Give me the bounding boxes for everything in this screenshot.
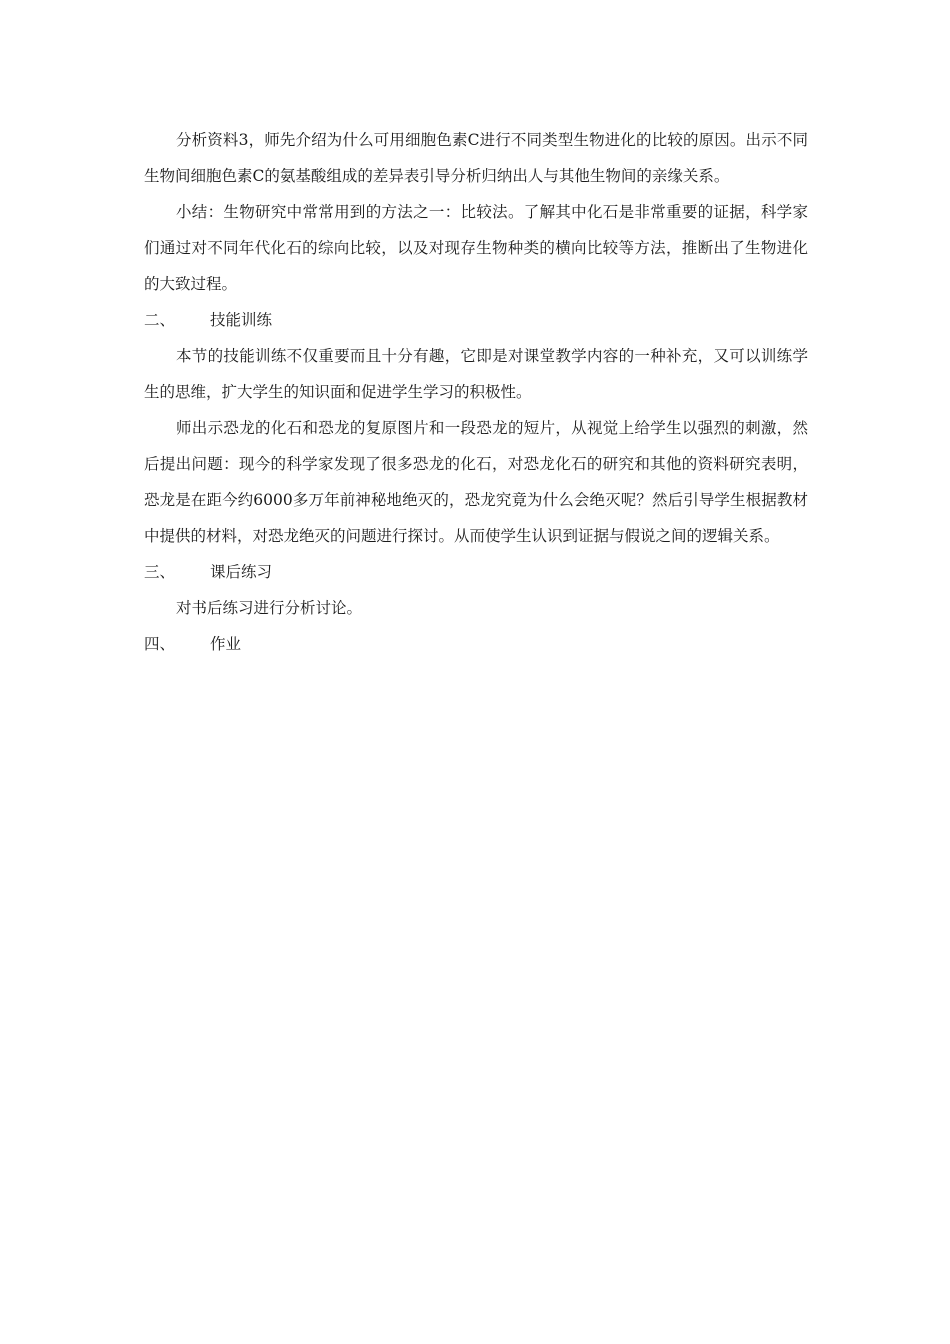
paragraph-skill-intro: 本节的技能训练不仅重要而且十分有趣，它即是对课堂教学内容的一种补充，又可以训练学生的思维，扩大学生的知识面和促进学生学习的积极性。: [144, 347, 808, 401]
section-number: 二、: [144, 311, 176, 329]
section-heading-exercises: [144, 554, 808, 590]
section-number: 三、: [144, 563, 176, 581]
section-heading-homework: [144, 626, 808, 662]
paragraph-dinosaur: 师出示恐龙的化石和恐龙的复原图片和一段恐龙的短片，从视觉上给学生以强烈的刺激，然后提出问题：现今的科学家发现了很多恐龙的化石，对恐龙化石的研究和其他的资料研究表明，恐龙是在距今约6000多万年前神秘地绝灭的，恐龙究竟为什么会绝灭呢？然后引导学生根据教材中提供的材料，对恐龙绝灭的问题进行探讨。从而使学生认识到证据与假说之间的逻辑关系。: [144, 419, 808, 545]
section-title: 技能训练: [210, 311, 273, 329]
section-heading-skill-training: [144, 302, 808, 338]
section-title: 作业: [210, 635, 242, 653]
document-body: [144, 122, 808, 662]
paragraph-exercises: 对书后练习进行分析讨论。: [176, 599, 363, 617]
section-number: 四、: [144, 635, 176, 653]
paragraph-summary: 小结：生物研究中常常用到的方法之一：比较法。了解其中化石是非常重要的证据，科学家们通过对不同年代化石的综向比较，以及对现存生物种类的横向比较等方法，推断出了生物进化的大致过程。: [144, 203, 808, 293]
section-title: 课后练习: [210, 563, 273, 581]
paragraph-analysis-material-3: 分析资料3，师先介绍为什么可用细胞色素C进行不同类型生物进化的比较的原因。出示不同生物间细胞色素C的氨基酸组成的差异表引导分析归纳出人与其他生物间的亲缘关系。: [144, 131, 808, 185]
